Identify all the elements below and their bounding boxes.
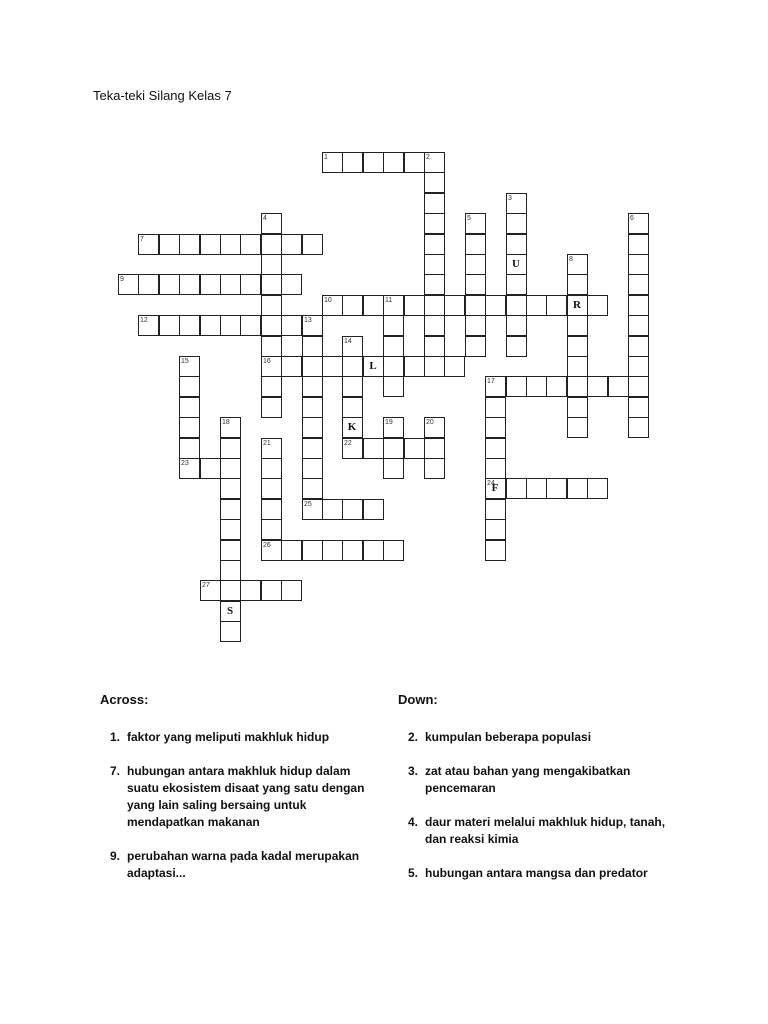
crossword-cell[interactable] [220, 560, 241, 581]
crossword-cell[interactable] [179, 458, 200, 479]
clue-number: 9 [120, 276, 124, 283]
crossword-cell[interactable] [587, 376, 608, 397]
crossword-cell[interactable] [220, 315, 241, 336]
clue-number: 27 [202, 582, 210, 589]
crossword-cell[interactable] [261, 356, 282, 377]
crossword-cell[interactable] [281, 274, 302, 295]
crossword-cell[interactable] [506, 295, 527, 316]
down-clue: 3. zat atau bahan yang mengakibatkan pencemaran [408, 764, 631, 795]
crossword-cell[interactable] [567, 336, 588, 357]
crossword-cell[interactable] [506, 234, 527, 255]
crossword-cell[interactable] [506, 274, 527, 295]
crossword-cell[interactable] [200, 234, 221, 255]
crossword-cell[interactable] [424, 438, 445, 459]
clue-number: 8 [569, 256, 573, 263]
crossword-cell[interactable] [342, 356, 363, 377]
crossword-cell[interactable] [220, 478, 241, 499]
crossword-cell[interactable] [383, 152, 404, 173]
crossword-cell[interactable] [281, 580, 302, 601]
crossword-cell[interactable] [200, 274, 221, 295]
crossword-cell[interactable] [485, 540, 506, 561]
crossword-cell[interactable] [200, 580, 221, 601]
across-clue: 9. perubahan warna pada kadal merupakan adaptasi... [110, 849, 360, 880]
crossword-cell[interactable] [159, 234, 180, 255]
given-letter: S [226, 605, 234, 617]
crossword-cell[interactable] [261, 274, 282, 295]
crossword-cell[interactable] [342, 152, 363, 173]
clue-number: 17 [487, 378, 495, 385]
clue-number: 5 [467, 215, 471, 222]
crossword-cell[interactable] [240, 274, 261, 295]
clue-number: 10 [324, 297, 332, 304]
crossword-cell[interactable] [424, 152, 445, 173]
crossword-cell[interactable] [546, 376, 567, 397]
crossword-cell[interactable] [179, 315, 200, 336]
crossword-cell[interactable] [567, 417, 588, 438]
crossword-cell[interactable] [261, 213, 282, 234]
crossword-cell[interactable] [302, 336, 323, 357]
crossword-cell[interactable] [363, 152, 384, 173]
crossword-cell[interactable] [261, 438, 282, 459]
crossword-cell[interactable] [138, 274, 159, 295]
clue-number: 22 [344, 440, 352, 447]
crossword-cell[interactable] [220, 621, 241, 642]
crossword-cell[interactable] [200, 315, 221, 336]
crossword-cell[interactable] [159, 274, 180, 295]
across-heading: Across: [100, 692, 149, 707]
crossword-cell[interactable] [138, 315, 159, 336]
clue-number: 2 [426, 154, 430, 161]
crossword-cell[interactable] [424, 417, 445, 438]
crossword-cell[interactable] [628, 336, 649, 357]
clue-number: 25 [304, 501, 312, 508]
crossword-cell[interactable] [302, 376, 323, 397]
crossword-cell[interactable] [322, 356, 343, 377]
crossword-cell[interactable] [118, 274, 139, 295]
crossword-cell[interactable] [342, 499, 363, 520]
crossword-cell[interactable] [302, 356, 323, 377]
clue-number: 13 [304, 317, 312, 324]
crossword-cell[interactable] [281, 356, 302, 377]
crossword-cell[interactable] [179, 274, 200, 295]
crossword-cell[interactable] [546, 478, 567, 499]
crossword-cell[interactable] [342, 336, 363, 357]
crossword-cell[interactable] [342, 397, 363, 418]
crossword-cell[interactable] [567, 478, 588, 499]
crossword-cell[interactable] [240, 234, 261, 255]
clue-number: 6 [630, 215, 634, 222]
given-letter: F [491, 482, 499, 494]
clue-number: 1 [324, 154, 328, 161]
crossword-cell[interactable] [424, 274, 445, 295]
crossword-cell[interactable] [261, 254, 282, 275]
crossword-cell[interactable] [302, 540, 323, 561]
crossword-cell[interactable] [220, 438, 241, 459]
crossword-cell[interactable] [220, 519, 241, 540]
crossword-cell[interactable] [546, 295, 567, 316]
clue-number: 26 [263, 542, 271, 549]
crossword-cell[interactable] [628, 417, 649, 438]
crossword-cell[interactable] [628, 376, 649, 397]
crossword-cell[interactable] [628, 295, 649, 316]
crossword-cell[interactable] [485, 478, 506, 499]
crossword-cell[interactable] [179, 234, 200, 255]
crossword-cell[interactable] [363, 499, 384, 520]
crossword-cell[interactable] [302, 397, 323, 418]
crossword-cell[interactable] [404, 152, 425, 173]
down-clue: 2. kumpulan beberapa populasi [408, 730, 592, 744]
across-clue: 1. faktor yang meliputi makhluk hidup [110, 730, 330, 744]
down-clue-list [396, 729, 676, 899]
crossword-cell[interactable] [363, 295, 384, 316]
clue-number: 3 [508, 195, 512, 202]
crossword-cell[interactable] [342, 295, 363, 316]
crossword-cell[interactable] [628, 274, 649, 295]
crossword-cell[interactable] [220, 540, 241, 561]
crossword-cell[interactable] [465, 274, 486, 295]
crossword-cell[interactable] [342, 417, 363, 438]
crossword-cell[interactable] [159, 315, 180, 336]
crossword-cell[interactable] [424, 315, 445, 336]
given-letter: K [347, 421, 357, 433]
crossword-cell[interactable] [424, 295, 445, 316]
crossword-cell[interactable] [628, 234, 649, 255]
given-letter: U [512, 258, 520, 270]
crossword-cell[interactable] [465, 295, 486, 316]
crossword-cell[interactable] [628, 315, 649, 336]
crossword-cell[interactable] [261, 315, 282, 336]
crossword-cell[interactable] [424, 172, 445, 193]
crossword-cell[interactable] [261, 540, 282, 561]
crossword-cell[interactable] [179, 356, 200, 377]
clue-number: 21 [263, 440, 271, 447]
crossword-cell[interactable] [363, 540, 384, 561]
crossword-cell[interactable] [485, 519, 506, 540]
crossword-cell[interactable] [302, 315, 323, 336]
crossword-cell[interactable] [485, 397, 506, 418]
crossword-cell[interactable] [526, 478, 547, 499]
clue-number: 20 [426, 419, 434, 426]
crossword-cell[interactable] [220, 234, 241, 255]
crossword-cell[interactable] [628, 254, 649, 275]
crossword-cell[interactable] [261, 519, 282, 540]
crossword-cell[interactable] [261, 397, 282, 418]
clue-number: 12 [140, 317, 148, 324]
crossword-cell[interactable] [363, 438, 384, 459]
crossword-cell[interactable] [220, 580, 241, 601]
clue-number: 24 [487, 480, 495, 487]
crossword-cell[interactable] [587, 295, 608, 316]
crossword-cell[interactable] [465, 336, 486, 357]
crossword-cell[interactable] [506, 478, 527, 499]
crossword-cell[interactable] [220, 417, 241, 438]
crossword-cell[interactable] [567, 315, 588, 336]
across-clue: 7. hubungan antara makhluk hidup dalam suatu ekosistem disaat yang satu dengan yang lain saling bersaing untuk mendapatkan makanan [110, 764, 365, 829]
crossword-cell[interactable] [567, 376, 588, 397]
crossword-cell[interactable] [261, 376, 282, 397]
crossword-cell[interactable] [424, 356, 445, 377]
crossword-cell[interactable] [261, 478, 282, 499]
crossword-cell[interactable] [220, 499, 241, 520]
page-title: Teka-teki Silang Kelas 7 [93, 88, 232, 103]
crossword-cell[interactable] [424, 458, 445, 479]
crossword-cell[interactable] [220, 601, 241, 622]
crossword-cell[interactable] [261, 234, 282, 255]
crossword-cell[interactable] [608, 376, 629, 397]
clue-number: 16 [263, 358, 271, 365]
crossword-cell[interactable] [587, 478, 608, 499]
crossword-cell[interactable] [302, 417, 323, 438]
crossword-cell[interactable] [383, 376, 404, 397]
crossword-cell[interactable] [383, 540, 404, 561]
clue-number: 14 [344, 338, 352, 345]
crossword-cell[interactable] [567, 254, 588, 275]
crossword-cell[interactable] [383, 438, 404, 459]
crossword-cell[interactable] [567, 356, 588, 377]
down-heading: Down: [398, 692, 438, 707]
crossword-cell[interactable] [506, 254, 527, 275]
crossword-cell[interactable] [485, 295, 506, 316]
crossword-cell[interactable] [567, 397, 588, 418]
crossword-cell[interactable] [322, 295, 343, 316]
crossword-cell[interactable] [261, 458, 282, 479]
crossword-cell[interactable] [424, 254, 445, 275]
crossword-cell[interactable] [138, 234, 159, 255]
crossword-cell[interactable] [485, 438, 506, 459]
crossword-cell[interactable] [322, 540, 343, 561]
crossword-cell[interactable] [383, 356, 404, 377]
given-letter: L [369, 360, 377, 372]
crossword-cell[interactable] [179, 376, 200, 397]
crossword-cell[interactable] [261, 499, 282, 520]
crossword-cell[interactable] [179, 397, 200, 418]
crossword-cell[interactable] [281, 540, 302, 561]
across-clue-list [98, 729, 380, 899]
crossword-cell[interactable] [628, 356, 649, 377]
crossword-cell[interactable] [383, 417, 404, 438]
given-letter: R [573, 299, 581, 311]
crossword-cell[interactable] [485, 458, 506, 479]
crossword-cell[interactable] [220, 274, 241, 295]
crossword-cell[interactable] [424, 234, 445, 255]
clue-number: 18 [222, 419, 230, 426]
crossword-cell[interactable] [200, 458, 221, 479]
crossword-cell[interactable] [179, 417, 200, 438]
crossword-cell[interactable] [322, 152, 343, 173]
crossword-cell[interactable] [240, 580, 261, 601]
crossword-cell[interactable] [506, 193, 527, 214]
crossword-cell[interactable] [404, 295, 425, 316]
crossword-cell[interactable] [506, 315, 527, 336]
crossword-cell[interactable] [404, 438, 425, 459]
clue-number: 19 [385, 419, 393, 426]
clue-number: 15 [181, 358, 189, 365]
crossword-cell[interactable] [322, 499, 343, 520]
crossword-cell[interactable] [465, 213, 486, 234]
crossword-cell[interactable] [465, 254, 486, 275]
clue-number: 4 [263, 215, 267, 222]
crossword-cell[interactable] [220, 458, 241, 479]
crossword-cell[interactable] [628, 213, 649, 234]
crossword-cell[interactable] [526, 376, 547, 397]
crossword-cell[interactable] [302, 438, 323, 459]
crossword-cell[interactable] [567, 274, 588, 295]
crossword-cell[interactable] [506, 336, 527, 357]
crossword-cell[interactable] [628, 397, 649, 418]
crossword-cell[interactable] [302, 234, 323, 255]
crossword-cell[interactable] [363, 356, 384, 377]
crossword-cell[interactable] [485, 376, 506, 397]
crossword-cell[interactable] [424, 336, 445, 357]
crossword-cell[interactable] [465, 234, 486, 255]
crossword-cell[interactable] [485, 499, 506, 520]
crossword-cell[interactable] [465, 315, 486, 336]
crossword-cell[interactable] [261, 580, 282, 601]
crossword-cell[interactable] [281, 234, 302, 255]
crossword-cell[interactable] [261, 336, 282, 357]
crossword-cell[interactable] [383, 336, 404, 357]
crossword-cell[interactable] [526, 295, 547, 316]
crossword-cell[interactable] [444, 356, 465, 377]
crossword-cell[interactable] [302, 478, 323, 499]
crossword-cell[interactable] [485, 417, 506, 438]
crossword-cell[interactable] [424, 213, 445, 234]
crossword-cell[interactable] [506, 213, 527, 234]
crossword-cell[interactable] [506, 376, 527, 397]
crossword-cell[interactable] [444, 295, 465, 316]
crossword-cell[interactable] [404, 356, 425, 377]
crossword-cell[interactable] [240, 315, 261, 336]
crossword-cell[interactable] [261, 295, 282, 316]
crossword-cell[interactable] [302, 458, 323, 479]
clue-number: 23 [181, 460, 189, 467]
crossword-cell[interactable] [383, 315, 404, 336]
crossword-cell[interactable] [424, 193, 445, 214]
crossword-cell[interactable] [302, 499, 323, 520]
down-clue: 4. daur materi melalui makhluk hidup, tanah, dan reaksi kimia [408, 815, 666, 846]
crossword-cell[interactable] [281, 315, 302, 336]
crossword-cell[interactable] [342, 438, 363, 459]
crossword-cell[interactable] [342, 376, 363, 397]
clue-number: 7 [140, 236, 144, 243]
clue-number: 11 [385, 297, 393, 304]
crossword-cell[interactable] [179, 438, 200, 459]
crossword-cell[interactable] [383, 295, 404, 316]
crossword-cell[interactable] [567, 295, 588, 316]
crossword-cell[interactable] [383, 458, 404, 479]
crossword-cell[interactable] [342, 540, 363, 561]
down-clue: 5. hubungan antara mangsa dan predator [408, 866, 648, 880]
